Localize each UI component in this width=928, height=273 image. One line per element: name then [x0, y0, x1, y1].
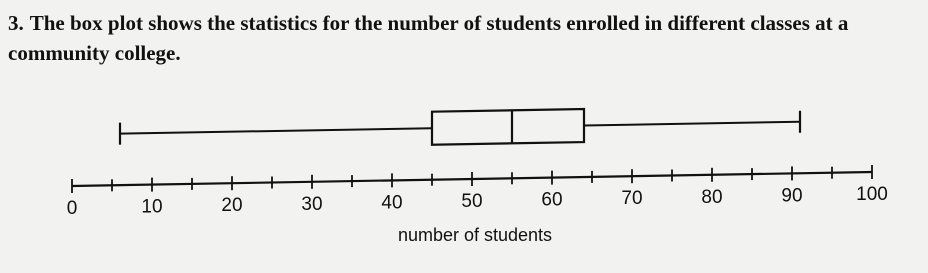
lower-whisker: [120, 128, 432, 133]
x-tick-label: 60: [541, 189, 563, 211]
question-body: The box plot shows the statistics for the number of students enrolled in different classes at a community college.: [8, 11, 849, 65]
x-tick-label: 10: [141, 196, 163, 218]
x-tick-label: 70: [621, 188, 643, 210]
x-axis-label: number of students: [397, 225, 553, 245]
x-tick-label: 90: [781, 185, 803, 207]
upper-whisker: [584, 122, 800, 126]
x-tick-label: 0: [66, 198, 78, 219]
x-tick-label: 40: [381, 192, 403, 214]
number-line-axis: [67, 165, 888, 219]
box-plot: [120, 109, 800, 145]
x-tick-label: 20: [221, 195, 243, 217]
x-tick-label: 30: [301, 193, 323, 215]
x-tick-label: 100: [856, 184, 888, 205]
question-number: 3.: [8, 11, 24, 35]
x-tick-label: 80: [701, 186, 723, 208]
x-tick-label: 50: [461, 191, 483, 212]
interquartile-box: [432, 109, 584, 145]
